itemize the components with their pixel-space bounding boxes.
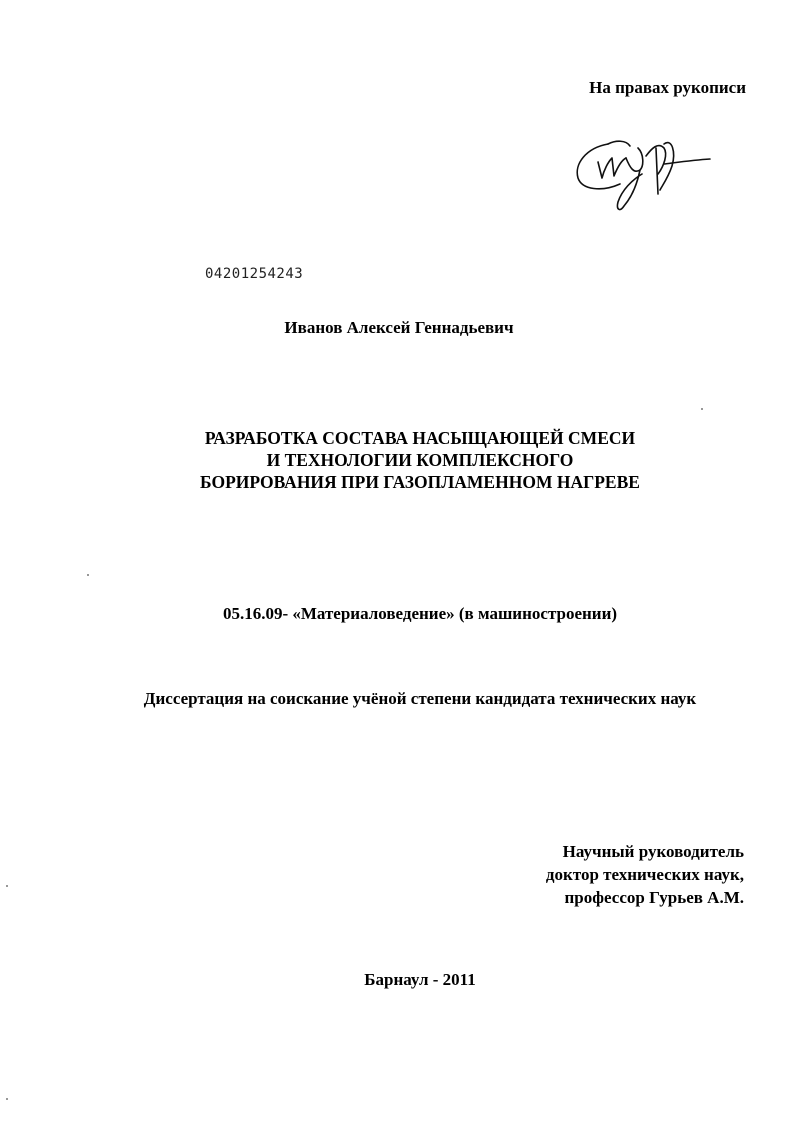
city-year: Барнаул - 2011 (364, 970, 476, 989)
scan-speck (701, 408, 703, 410)
scan-speck (6, 885, 8, 887)
scan-speck (6, 1098, 8, 1100)
scan-speck (87, 574, 89, 576)
author-name: Иванов Алексей Геннадьевич (284, 318, 514, 337)
document-code: 04201254243 (205, 266, 304, 282)
manuscript-note: На правах рукописи (589, 78, 746, 97)
specialty-code: 05.16.09- «Материаловедение» (в машиностроении) (222, 604, 618, 623)
title-line: БОРИРОВАНИЯ ПРИ ГАЗОПЛАМЕННОМ НАГРЕВЕ (200, 472, 640, 492)
dissertation-title (0, 427, 798, 493)
handwritten-signature-icon (568, 118, 718, 218)
supervisor-name: профессор Гурьев А.М. (564, 888, 744, 907)
degree-statement: Диссертация на соискание учёной степени кандидата технических наук (143, 689, 697, 708)
title-line: И ТЕХНОЛОГИИ КОМПЛЕКСНОГО (266, 450, 574, 470)
supervisor-block (546, 840, 744, 909)
supervisor-role: Научный руководитель (562, 842, 744, 861)
title-line: РАЗРАБОТКА СОСТАВА НАСЫЩАЮЩЕЙ СМЕСИ (204, 428, 636, 448)
supervisor-degree: доктор технических наук, (545, 865, 744, 884)
